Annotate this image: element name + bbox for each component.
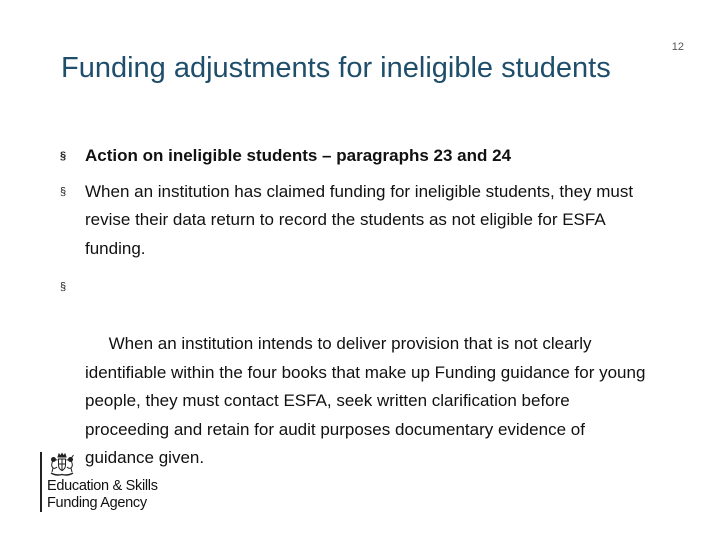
page-number: 12 bbox=[671, 41, 684, 53]
royal-crest-icon bbox=[47, 452, 77, 478]
bullet-item-2 bbox=[60, 178, 650, 264]
bullet-marker: § bbox=[60, 150, 67, 162]
bullet-marker: § bbox=[60, 185, 67, 198]
logo-line-2: Funding Agency bbox=[47, 495, 147, 511]
bullet-text: Action on ineligible students – paragraphs 23 and 24 bbox=[85, 146, 512, 165]
bullet-text: When an institution intends to deliver provision that is not clearly identifiable within the four books that make up Funding guidance for young people, they must contact ESFA, seek written clarification before proceeding and retain for audit purposes documentary evidence of guidance given. bbox=[85, 334, 651, 467]
logo-line-1: Education & Skills bbox=[47, 478, 158, 494]
bullet-text: When an institution has claimed funding for ineligible students, they must revise their data return to record the students as not eligible for ESFA funding. bbox=[85, 181, 634, 258]
slide-title: Funding adjustments for ineligible students bbox=[61, 52, 611, 84]
logo-text bbox=[47, 478, 158, 512]
bullet-item-1 bbox=[60, 142, 650, 171]
bullet-item-3 bbox=[60, 273, 650, 501]
bullet-list bbox=[60, 142, 650, 511]
bullet-marker: § bbox=[60, 281, 67, 293]
esfa-logo bbox=[40, 452, 158, 512]
logo-divider bbox=[40, 452, 42, 512]
